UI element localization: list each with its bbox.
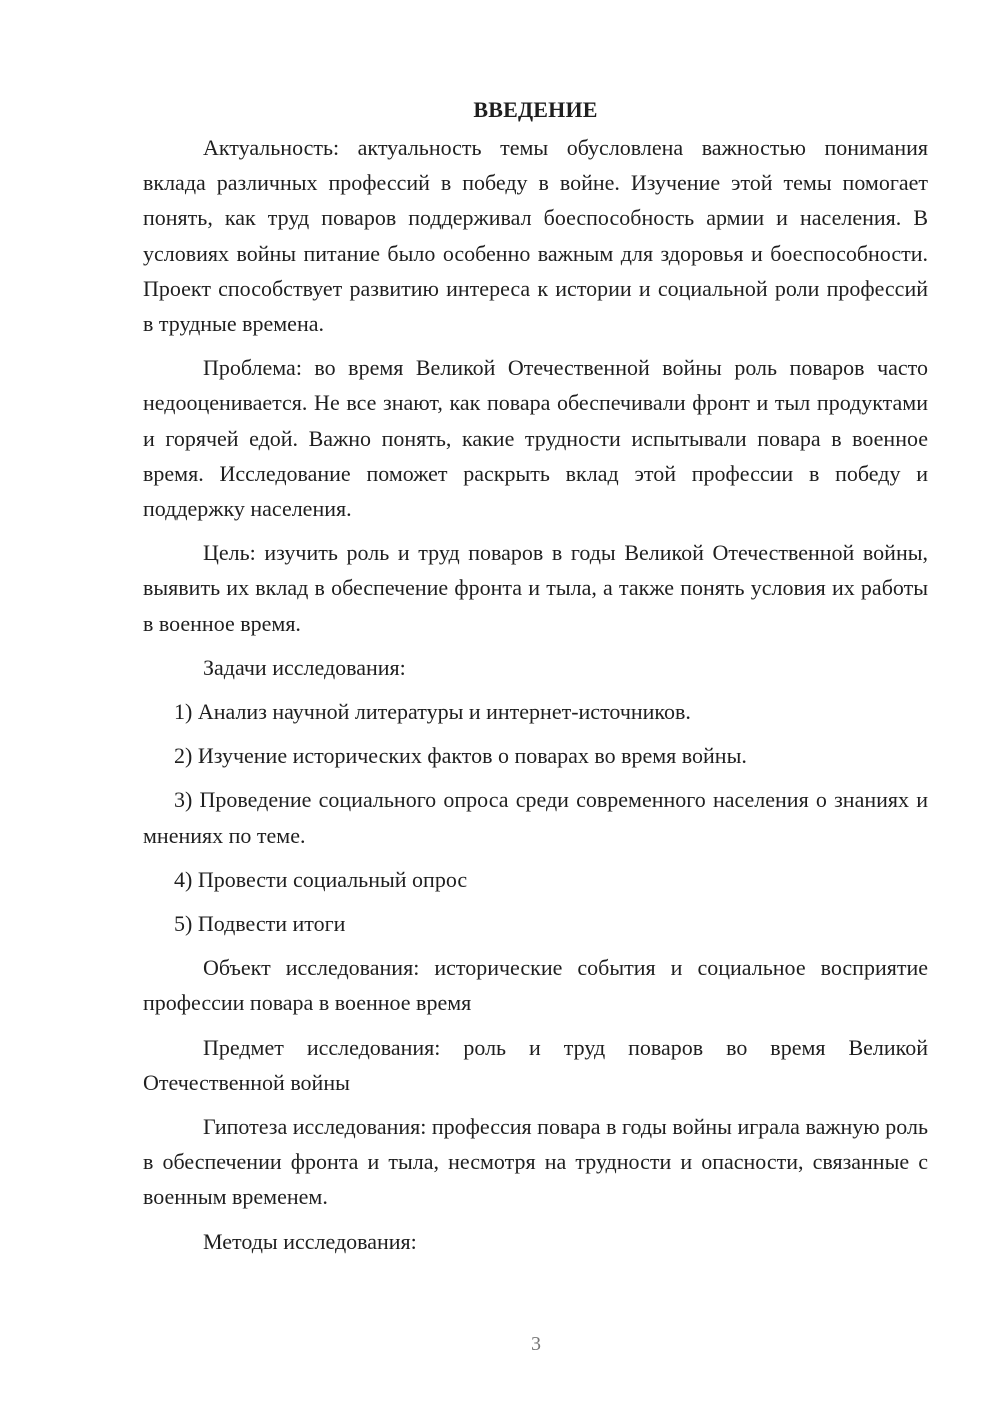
goal-paragraph: Цель: изучить роль и труд поваров в годы Великой Отечественной войны, выявить их вклад в обеспечение фронта и тыла, а также понять условия их работы в военное время. bbox=[143, 540, 928, 636]
task-item: 3) Проведение социального опроса среди современного населения о знаниях и мнениях по теме. bbox=[143, 787, 928, 848]
subject-paragraph: Предмет исследования: роль и труд поваров во время Великой Отечественной войны bbox=[143, 1034, 928, 1095]
task-item: 5) Подвести итоги bbox=[174, 911, 346, 937]
page-content bbox=[143, 92, 928, 1268]
problem-paragraph: Проблема: во время Великой Отечественной войны роль поваров часто недооценивается. Не все знают, как повара обеспечивали фронт и тыл продуктами и горячей едой. Важно понять, какие трудности испытывали повара в военное время. Исследование поможет раскрыть вклад этой профессии в победу и поддержку населения. bbox=[143, 355, 928, 522]
methods-heading: Методы исследования: bbox=[203, 1228, 417, 1254]
relevance-paragraph: Актуальность: актуальность темы обусловлена важностью понимания вклада различных профессий в победу в войне. Изучение этой темы помогает понять, как труд поваров поддерживал боеспособность армии и населения. В условиях войны питание было особенно важным для здоровья и боеспособности. Проект способствует развитию интереса к истории и социальной роли профессий в трудные времена. bbox=[143, 135, 928, 337]
page-number: 3 bbox=[531, 1333, 541, 1355]
object-paragraph: Объект исследования: исторические события и социальное восприятие профессии повара в военное время bbox=[143, 955, 928, 1016]
hypothesis-paragraph: Гипотеза исследования: профессия повара в годы войны играла важную роль в обеспечении фронта и тыла, несмотря на трудности и опасности, связанные с военным временем. bbox=[143, 1114, 928, 1210]
task-item: 2) Изучение исторических фактов о поварах во время войны. bbox=[174, 743, 747, 769]
tasks-heading: Задачи исследования: bbox=[203, 654, 406, 680]
task-item: 1) Анализ научной литературы и интернет-источников. bbox=[174, 699, 691, 725]
task-item: 4) Провести социальный опрос bbox=[174, 866, 468, 892]
section-heading: ВВЕДЕНИЕ bbox=[473, 97, 598, 122]
